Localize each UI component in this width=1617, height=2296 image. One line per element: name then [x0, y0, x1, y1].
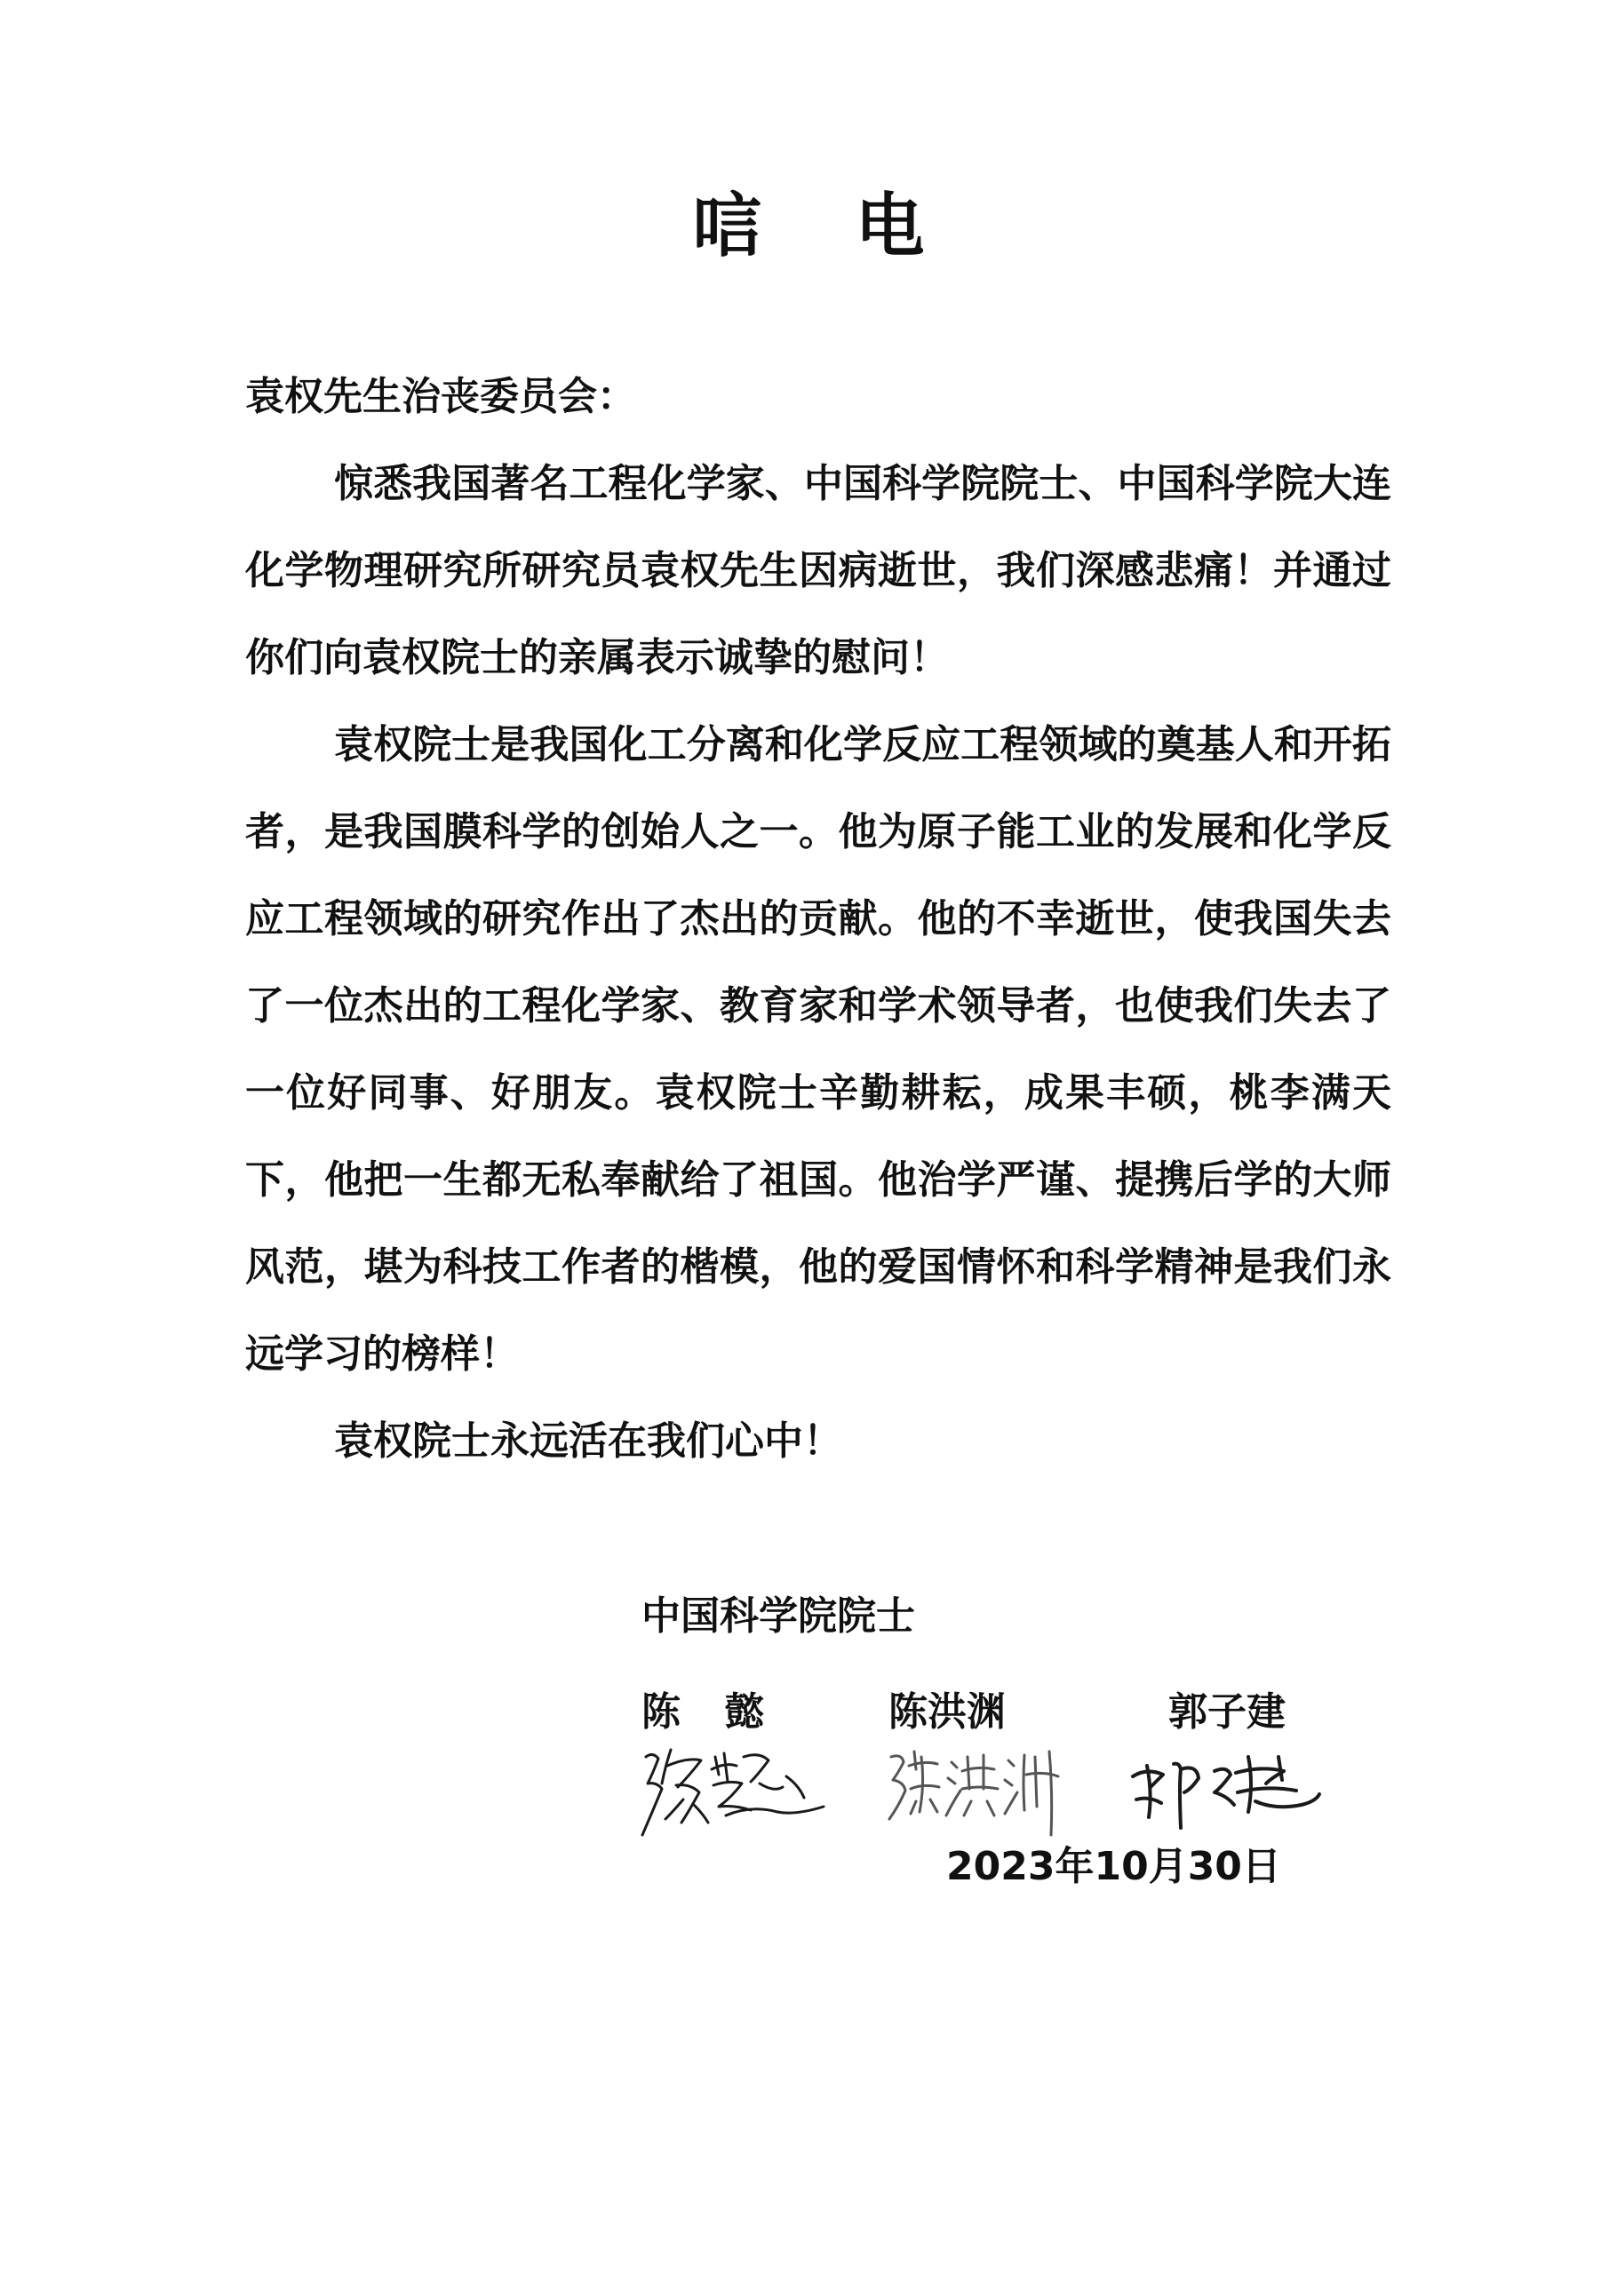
sender-organization: 中国科学院院士	[641, 1593, 915, 1639]
document-title: 唁电	[692, 187, 1018, 266]
letter-body	[245, 354, 1391, 1485]
signer-name-1: 陈懿	[641, 1689, 808, 1735]
signer-name-3: 郭子建	[1168, 1689, 1286, 1735]
paragraph-tribute: 袁权院士是我国化工分离和化学反应工程领域的奠基人和开拓者，是我国膜科学的创始人之一。他为原子能工业的发展和化学反应工程领域的研究作出了杰出的贡献。他的不幸逝世，使我国失去了一位杰出的工程化学家、教育家和学术领导者，也使我们失去了一位好同事、好朋友。袁权院士辛勤耕耘，成果丰硕，桃李满天下，他把一生都无私奉献给了祖国。他治学严谨、提携后学的大师风范，堪为科技工作者的楷模，他的爱国情怀和科学精神是我们永远学习的榜样！	[245, 722, 1391, 1377]
signer-name-2: 陈洪渊	[888, 1689, 1006, 1735]
paragraph-closing: 袁权院士永远活在我们心中！	[334, 1418, 842, 1464]
document-date: 2023年10月30日	[946, 1844, 1281, 1889]
salutation: 袁权先生治丧委员会：	[245, 374, 636, 419]
handwritten-signature-2	[875, 1730, 1088, 1846]
paragraph-condolence: 惊悉我国著名工程化学家、中国科学院院士、中国科学院大连化学物理研究所研究员袁权先生因病逝世，我们深感悲痛！并通过你们向袁权院士的亲属表示诚挚的慰问！	[245, 461, 1391, 680]
handwritten-signature-3	[1115, 1730, 1328, 1846]
handwritten-signature-1	[626, 1730, 840, 1846]
